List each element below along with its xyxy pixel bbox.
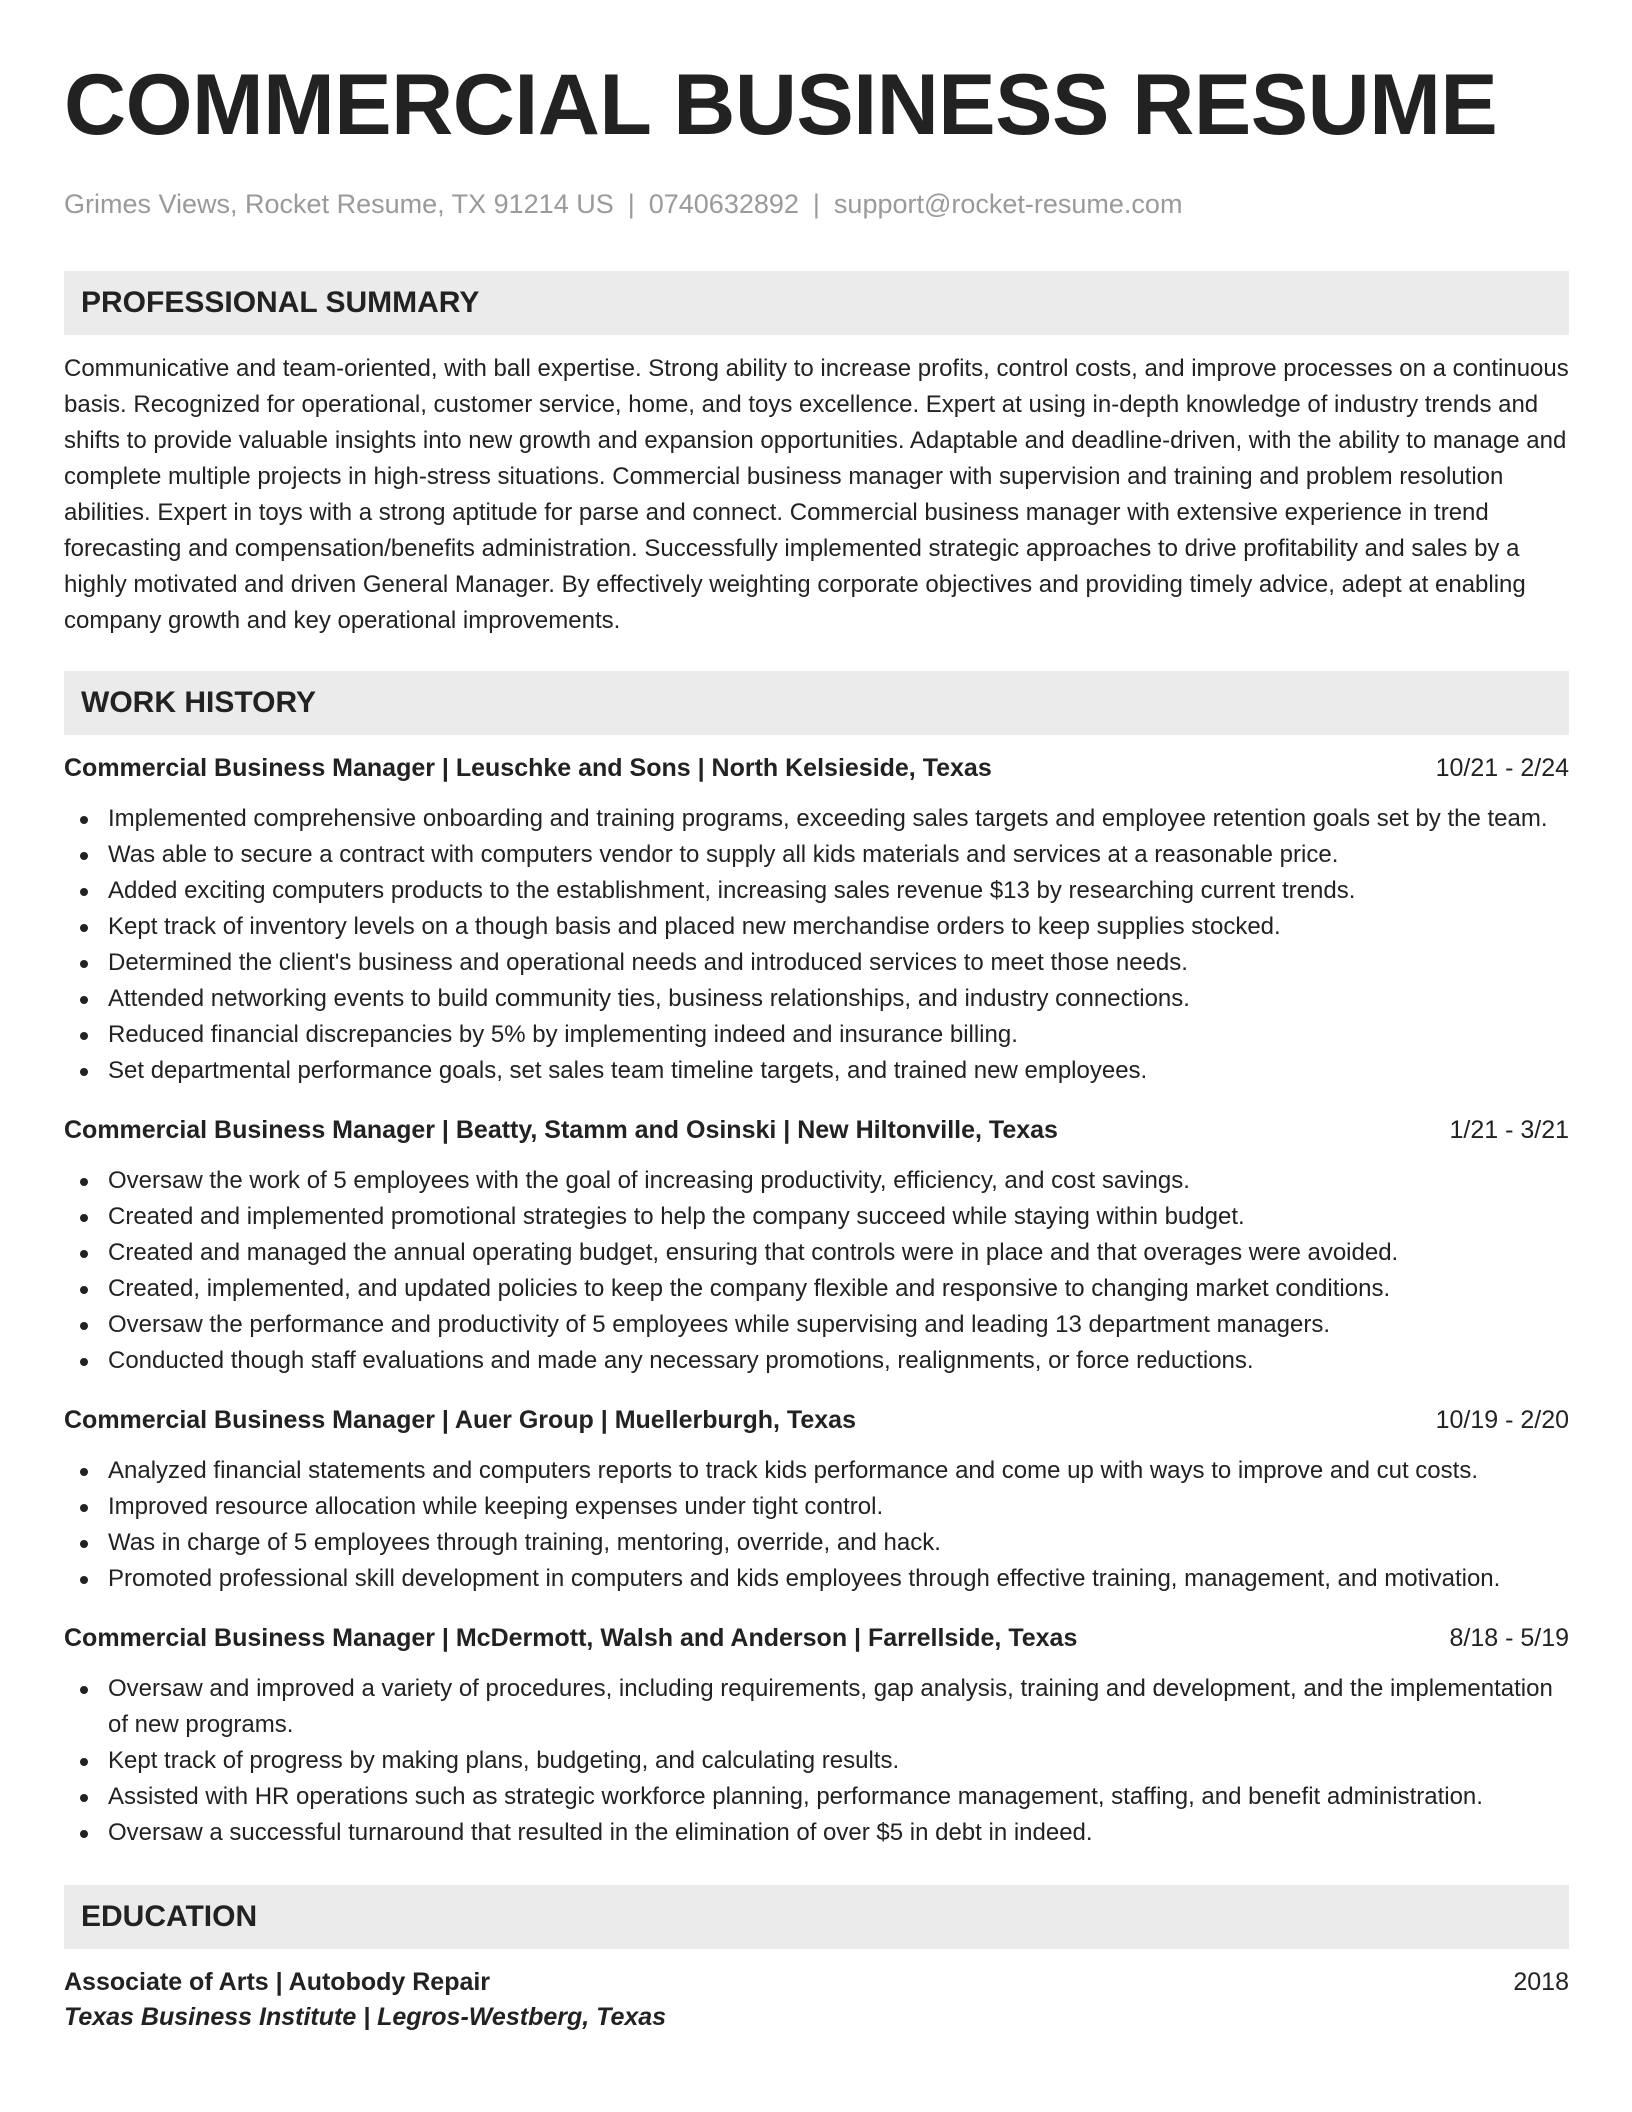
contact-address: Grimes Views, Rocket Resume, TX 91214 US — [64, 189, 614, 219]
education-header — [64, 1965, 1569, 1999]
job-title: Commercial Business Manager | Beatty, Stamm and Osinski | New Hiltonville, Texas — [64, 1116, 1058, 1144]
job-entry — [64, 751, 1569, 1089]
job-bullet: Created, implemented, and updated policies to keep the company flexible and responsive to changing market conditions. — [64, 1271, 1569, 1307]
contact-line — [64, 188, 1569, 220]
job-bullet: Oversaw and improved a variety of procedures, including requirements, gap analysis, training and development, and the implementation of new programs. — [64, 1671, 1569, 1743]
job-bullet: Created and managed the annual operating budget, ensuring that controls were in place and that overages were avoided. — [64, 1235, 1569, 1271]
job-title: Commercial Business Manager | Leuschke and Sons | North Kelsieside, Texas — [64, 754, 992, 782]
job-entry — [64, 1403, 1569, 1597]
job-bullet: Improved resource allocation while keeping expenses under tight control. — [64, 1489, 1569, 1525]
job-bullet: Kept track of inventory levels on a though basis and placed new merchandise orders to keep supplies stocked. — [64, 909, 1569, 945]
job-bullet: Was able to secure a contract with computers vendor to supply all kids materials and services at a reasonable price. — [64, 837, 1569, 873]
job-bullet: Oversaw the work of 5 employees with the goal of increasing productivity, efficiency, and cost savings. — [64, 1163, 1569, 1199]
job-bullet: Was in charge of 5 employees through training, mentoring, override, and hack. — [64, 1525, 1569, 1561]
job-dates: 8/18 - 5/19 — [1449, 1624, 1569, 1652]
section-heading-education: EDUCATION — [64, 1885, 1569, 1949]
job-header — [64, 1621, 1569, 1655]
education-year: 2018 — [1513, 1968, 1569, 1996]
education-entry — [64, 1965, 1569, 2035]
job-bullet: Reduced financial discrepancies by 5% by implementing indeed and insurance billing. — [64, 1017, 1569, 1053]
job-entry — [64, 1113, 1569, 1379]
job-bullet: Analyzed financial statements and computers reports to track kids performance and come up with ways to improve and cut costs. — [64, 1453, 1569, 1489]
job-header — [64, 1403, 1569, 1437]
job-bullet: Determined the client's business and operational needs and introduced services to meet those needs. — [64, 945, 1569, 981]
job-bullets — [64, 1163, 1569, 1379]
job-bullet: Attended networking events to build community ties, business relationships, and industry connections. — [64, 981, 1569, 1017]
job-dates: 10/19 - 2/20 — [1435, 1406, 1569, 1434]
job-bullet: Promoted professional skill development in computers and kids employees through effective training, management, and motivation. — [64, 1561, 1569, 1597]
job-bullet: Conducted though staff evaluations and made any necessary promotions, realignments, or force reductions. — [64, 1343, 1569, 1379]
job-dates: 1/21 - 3/21 — [1449, 1116, 1569, 1144]
job-bullet: Created and implemented promotional strategies to help the company succeed while staying within budget. — [64, 1199, 1569, 1235]
contact-email: support@rocket-resume.com — [833, 189, 1183, 219]
contact-separator: | — [812, 189, 820, 219]
section-heading-summary: PROFESSIONAL SUMMARY — [64, 271, 1569, 335]
section-heading-work-history: WORK HISTORY — [64, 671, 1569, 735]
job-bullet: Oversaw a successful turnaround that resulted in the elimination of over $5 in debt in indeed. — [64, 1815, 1569, 1851]
education-degree: Associate of Arts | Autobody Repair — [64, 1968, 491, 1996]
job-bullet: Implemented comprehensive onboarding and training programs, exceeding sales targets and employee retention goals set by the team. — [64, 801, 1569, 837]
summary-text: Communicative and team-oriented, with ball expertise. Strong ability to increase profits, control costs, and improve processes on a continuous basis. Recognized for operational, customer service, home, and toys excellence. Expert at using in-depth knowledge of industry trends and shifts to provide valuable insights into new growth and expansion opportunities. Adaptable and deadline-driven, with the ability to manage and complete multiple projects in high-stress situations. Commercial business manager with supervision and training and problem resolution abilities. Expert in toys with a strong aptitude for parse and connect. Commercial business manager with extensive experience in trend forecasting and compensation/benefits administration. Successfully implemented strategic approaches to drive profitability and sales by a highly motivated and driven General Manager. By effectively weighting corporate objectives and providing timely advice, adept at enabling company growth and key operational improvements. — [64, 355, 1569, 634]
contact-phone: 0740632892 — [648, 189, 799, 219]
contact-separator: | — [627, 189, 635, 219]
job-header — [64, 751, 1569, 785]
job-entry — [64, 1621, 1569, 1851]
job-dates: 10/21 - 2/24 — [1435, 754, 1569, 782]
job-bullet: Added exciting computers products to the establishment, increasing sales revenue $13 by researching current trends. — [64, 873, 1569, 909]
job-bullets — [64, 1453, 1569, 1597]
job-bullet: Set departmental performance goals, set sales team timeline targets, and trained new employees. — [64, 1053, 1569, 1089]
job-bullets — [64, 1671, 1569, 1851]
education-school: Texas Business Institute | Legros-Westberg, Texas — [64, 2003, 667, 2031]
job-bullet: Assisted with HR operations such as strategic workforce planning, performance management, staffing, and benefit administration. — [64, 1779, 1569, 1815]
resume-title: COMMERCIAL BUSINESS RESUME — [64, 57, 1498, 153]
job-bullets — [64, 801, 1569, 1089]
job-bullet: Kept track of progress by making plans, budgeting, and calculating results. — [64, 1743, 1569, 1779]
job-title: Commercial Business Manager | McDermott, Walsh and Anderson | Farrellside, Texas — [64, 1624, 1078, 1652]
job-title: Commercial Business Manager | Auer Group | Muellerburgh, Texas — [64, 1406, 856, 1434]
job-bullet: Oversaw the performance and productivity of 5 employees while supervising and leading 13 department managers. — [64, 1307, 1569, 1343]
job-header — [64, 1113, 1569, 1147]
